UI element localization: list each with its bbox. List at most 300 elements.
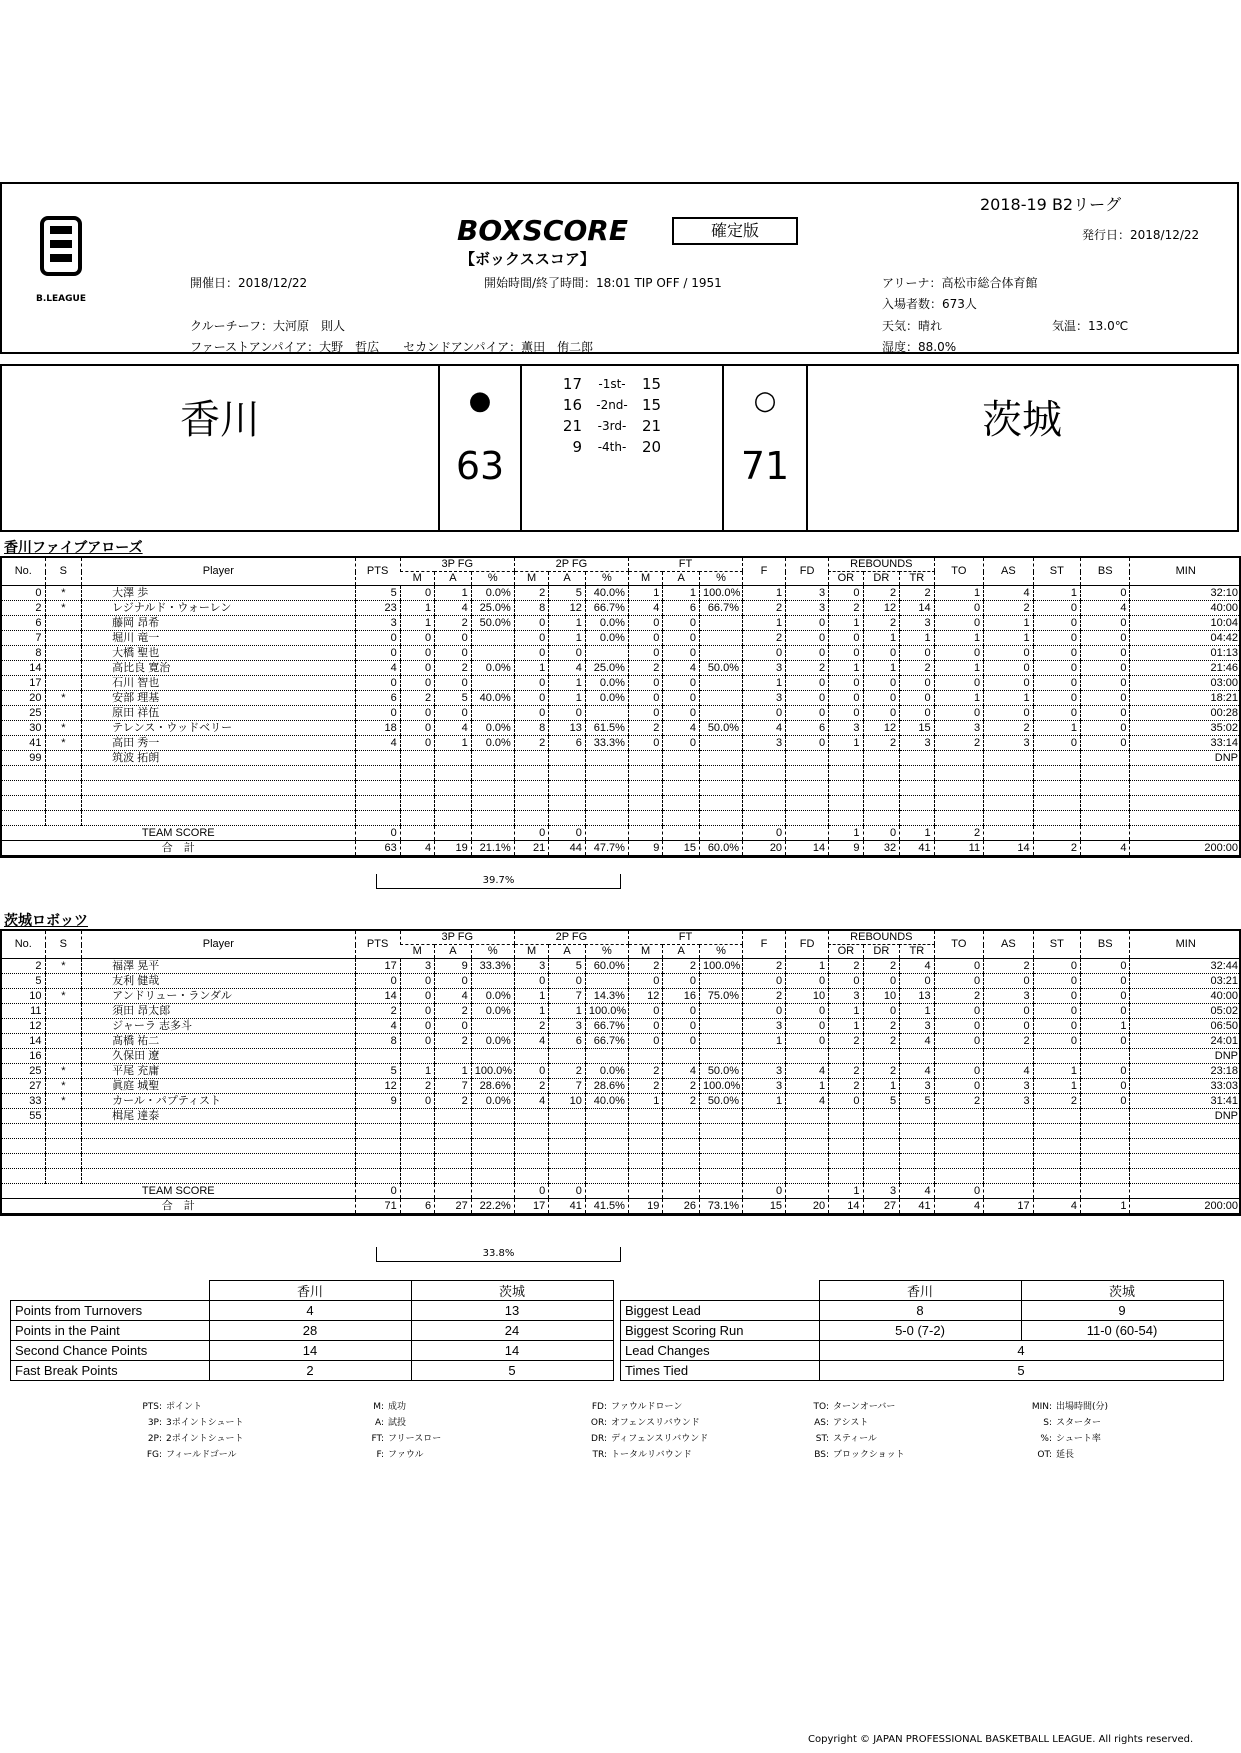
cell: 03:21 (1130, 974, 1241, 989)
cell (82, 1124, 355, 1139)
cell: 2 (628, 661, 662, 676)
cell (471, 1154, 514, 1169)
cell: 0 (934, 706, 984, 721)
cell (1033, 766, 1080, 781)
cell: 0.0% (471, 1034, 514, 1049)
summary-value: 24 (411, 1321, 613, 1341)
cell (934, 1124, 984, 1139)
summary-value: 4 (209, 1301, 411, 1321)
cell (400, 1154, 434, 1169)
cell (2, 1154, 45, 1169)
summary-value: 2 (209, 1361, 411, 1381)
cell: 0.0% (471, 1094, 514, 1109)
col-as: AS (984, 931, 1034, 959)
cell: 福澤 晃平 (82, 959, 355, 974)
cell (1080, 1154, 1130, 1169)
cell: 2 (628, 959, 662, 974)
cell: 1 (400, 616, 434, 631)
cell: 0 (984, 646, 1034, 661)
cell: 17 (2, 676, 45, 691)
table-row (2, 781, 1241, 796)
cell: DNP (1130, 1109, 1241, 1124)
cell: 31:41 (1130, 1094, 1241, 1109)
cell: * (45, 1079, 82, 1094)
cell: 1 (900, 1004, 934, 1019)
summary-value: 4 (819, 1341, 1223, 1361)
cell (549, 1124, 586, 1139)
cell (699, 811, 742, 826)
cell (900, 1139, 934, 1154)
col-player: Player (82, 558, 355, 586)
table-row (2, 1154, 1241, 1169)
cell: 2 (743, 959, 786, 974)
cell: 0 (355, 826, 400, 841)
cell: 3 (984, 1094, 1034, 1109)
cell: 1 (829, 661, 863, 676)
cell (1080, 826, 1130, 841)
cell: 0 (514, 1184, 548, 1199)
legend-desc: トータルリバウンド (611, 1450, 692, 1460)
cell (786, 1154, 829, 1169)
cell: 4 (435, 721, 472, 736)
cell: 0 (400, 974, 434, 989)
cell (663, 781, 700, 796)
cell: 1 (549, 676, 586, 691)
cell: 2 (984, 1034, 1034, 1049)
col-bs: BS (1080, 931, 1130, 959)
cell: 1 (934, 586, 984, 601)
cell: 3 (355, 616, 400, 631)
table-row (2, 766, 1241, 781)
legend-desc: ターンオーバー (833, 1402, 896, 1412)
cell: 0 (663, 736, 700, 751)
cell: 0 (829, 676, 863, 691)
cell (1130, 1124, 1241, 1139)
cell (1080, 796, 1130, 811)
table-row (2, 751, 1241, 766)
cell: 0 (984, 1004, 1034, 1019)
cell: 0 (743, 706, 786, 721)
cell: 41.5% (585, 1199, 628, 1214)
cell (514, 751, 548, 766)
cell: 33:14 (1130, 736, 1241, 751)
cell: 7 (549, 989, 586, 1004)
summary-label: Fast Break Points (11, 1361, 210, 1381)
cell: 0 (1033, 974, 1080, 989)
cell: 2 (2, 601, 45, 616)
legend-abbr: ST: (815, 1434, 829, 1444)
cell: 0.0% (471, 736, 514, 751)
cell: 1 (663, 586, 700, 601)
cell: 66.7% (699, 601, 742, 616)
cell (435, 1139, 472, 1154)
cell: 1 (829, 826, 863, 841)
cell: 2 (900, 661, 934, 676)
legend-desc: 出場時間(分) (1056, 1402, 1109, 1412)
cell: 13 (900, 989, 934, 1004)
cell (1033, 751, 1080, 766)
cell: 0 (400, 661, 434, 676)
cell: 0 (514, 646, 548, 661)
cell: 2 (863, 1019, 900, 1034)
cell (82, 796, 355, 811)
cell: 14.3% (585, 989, 628, 1004)
cell: 5 (355, 586, 400, 601)
cell: 73.1% (699, 1199, 742, 1214)
cell (82, 781, 355, 796)
cell: 20 (2, 691, 45, 706)
cell (900, 1169, 934, 1184)
cell: 0 (355, 1184, 400, 1199)
cell: 3 (514, 959, 548, 974)
cell (585, 1109, 628, 1124)
cell (1033, 1169, 1080, 1184)
cell: 47.7% (585, 841, 628, 856)
cell: 0 (355, 646, 400, 661)
cell: 4 (355, 661, 400, 676)
cell: 0 (829, 1094, 863, 1109)
quarter-label: -4th- (597, 440, 627, 454)
cell: 4 (435, 601, 472, 616)
cell (1080, 1184, 1130, 1199)
cell: 2 (663, 959, 700, 974)
summary-header (11, 1281, 614, 1301)
summary-row (621, 1321, 1224, 1341)
header-box (0, 182, 1239, 354)
cell: 2 (628, 721, 662, 736)
cell (549, 1109, 586, 1124)
cell: 2 (829, 959, 863, 974)
cell (663, 1109, 700, 1124)
cell: 須田 昂太郎 (82, 1004, 355, 1019)
cell: 0 (786, 1004, 829, 1019)
cell (355, 1109, 400, 1124)
cell: 0 (663, 691, 700, 706)
cell (786, 811, 829, 826)
cell: 3 (743, 1019, 786, 1034)
cell (934, 766, 984, 781)
cell: 5 (549, 959, 586, 974)
cell (45, 1154, 82, 1169)
cell (829, 766, 863, 781)
legend-column (797, 1399, 905, 1463)
summary-value: 5-0 (7-2) (819, 1321, 1021, 1341)
cell (82, 1139, 355, 1154)
legend-item (797, 1447, 905, 1463)
table-row (2, 646, 1241, 661)
legend-item (797, 1415, 905, 1431)
cell: 9 (435, 959, 472, 974)
col-to: TO (934, 558, 984, 586)
cell: 0 (786, 1019, 829, 1034)
cell (45, 676, 82, 691)
cell: 1 (829, 616, 863, 631)
cell (45, 631, 82, 646)
cell (829, 1154, 863, 1169)
cell: 23:18 (1130, 1064, 1241, 1079)
cell: 0 (549, 974, 586, 989)
cell: 33.3% (471, 959, 514, 974)
cell: 1 (743, 676, 786, 691)
cell (663, 766, 700, 781)
cell (984, 1154, 1034, 1169)
legend-item (575, 1399, 708, 1415)
cell (1033, 1049, 1080, 1064)
cell (585, 1184, 628, 1199)
cell: * (45, 1064, 82, 1079)
cell: 14 (900, 601, 934, 616)
cell: 30 (2, 721, 45, 736)
cell: 1 (514, 661, 548, 676)
cell: 71 (355, 1199, 400, 1214)
team-score-label: TEAM SCORE (2, 826, 355, 841)
cell (663, 826, 700, 841)
cell: 3 (900, 736, 934, 751)
summary-header (621, 1281, 1224, 1301)
cell (699, 1004, 742, 1019)
cell (585, 766, 628, 781)
totals-row (2, 841, 1241, 856)
cell (829, 811, 863, 826)
cell (863, 1139, 900, 1154)
cell (984, 1049, 1034, 1064)
col-f: F (743, 931, 786, 959)
cell: 0 (663, 646, 700, 661)
cell: 21:46 (1130, 661, 1241, 676)
cell: 1 (786, 1079, 829, 1094)
cell: 0 (1033, 631, 1080, 646)
cell: 16 (663, 989, 700, 1004)
cell: 2 (829, 601, 863, 616)
table-row (2, 586, 1241, 601)
cell (585, 1124, 628, 1139)
cell: 1 (984, 616, 1034, 631)
subcol-%: % (471, 572, 514, 586)
cell (1033, 796, 1080, 811)
cell: 0 (1033, 676, 1080, 691)
summary-value: 13 (411, 1301, 613, 1321)
cell (471, 811, 514, 826)
cell: 0 (435, 974, 472, 989)
cell: 0 (400, 1004, 434, 1019)
legend-desc: フリースロー (388, 1434, 442, 1444)
cell: 24:01 (1130, 1034, 1241, 1049)
summary-value: 8 (819, 1301, 1021, 1321)
cell: 1 (743, 616, 786, 631)
cell (471, 781, 514, 796)
cell: 髙橋 祐二 (82, 1034, 355, 1049)
cell: 12 (863, 601, 900, 616)
cell: 5 (900, 1094, 934, 1109)
cell (934, 1049, 984, 1064)
cell (863, 1124, 900, 1139)
cell: 4 (355, 1019, 400, 1034)
umpires: ファーストアンパイア：大野 哲広 セカンドアンパイア：薫田 侑二郎 (190, 340, 594, 354)
legend-desc: ディフェンスリバウンド (611, 1434, 709, 1444)
home-team-panel (2, 366, 440, 530)
cell (699, 1139, 742, 1154)
cell: 66.7% (585, 1019, 628, 1034)
cell (863, 1154, 900, 1169)
cell (1130, 781, 1241, 796)
cell (628, 751, 662, 766)
cell: 高比良 寛治 (82, 661, 355, 676)
cell: 平尾 充庸 (82, 1064, 355, 1079)
cell: 4 (1080, 841, 1130, 856)
cell: 0 (663, 676, 700, 691)
cell: 2 (863, 586, 900, 601)
cell: 1 (934, 631, 984, 646)
cell: 0 (1080, 959, 1130, 974)
cell (863, 811, 900, 826)
legend-item (1020, 1415, 1108, 1431)
table-row (2, 631, 1241, 646)
cell (355, 796, 400, 811)
cell (863, 781, 900, 796)
cell (934, 796, 984, 811)
cell: 100.0% (699, 959, 742, 974)
cell (1080, 766, 1130, 781)
subcol-%: % (699, 572, 742, 586)
table-row (2, 811, 1241, 826)
cell: * (45, 601, 82, 616)
cell (400, 1169, 434, 1184)
col-bs: BS (1080, 558, 1130, 586)
page-title: BOXSCORE (457, 214, 628, 247)
cell: 0 (1080, 974, 1130, 989)
cell (400, 1139, 434, 1154)
cell: 4 (400, 841, 434, 856)
cell (934, 1154, 984, 1169)
cell: 11 (2, 1004, 45, 1019)
team1-fg-pct: 39.7% (376, 874, 621, 889)
cell: 0 (900, 706, 934, 721)
cell (355, 766, 400, 781)
cell (934, 1169, 984, 1184)
cell (699, 676, 742, 691)
cell: 32:10 (1130, 586, 1241, 601)
cell: 9 (628, 841, 662, 856)
cell: 2 (514, 1079, 548, 1094)
cell: 0 (786, 691, 829, 706)
cell: 大橋 聖也 (82, 646, 355, 661)
cell (585, 1049, 628, 1064)
cell: 2 (743, 989, 786, 1004)
cell (1080, 751, 1130, 766)
cell: 17 (514, 1199, 548, 1214)
team-score-row (2, 826, 1241, 841)
cell (699, 1019, 742, 1034)
cell (471, 796, 514, 811)
cell: 20 (743, 841, 786, 856)
cell: 63 (355, 841, 400, 856)
cell (45, 781, 82, 796)
summary-value: 9 (1021, 1301, 1223, 1321)
cell: 5 (435, 691, 472, 706)
cell: 0 (1080, 661, 1130, 676)
summary-row (11, 1361, 614, 1381)
legend-desc: 3ポイントシュート (166, 1418, 244, 1428)
subcol-A: A (435, 945, 472, 959)
cell: 1 (514, 1004, 548, 1019)
cell (2, 781, 45, 796)
cell (355, 1139, 400, 1154)
cell: 2 (628, 1079, 662, 1094)
cell: 0 (1080, 631, 1130, 646)
cell (663, 1169, 700, 1184)
cell: 0 (628, 676, 662, 691)
cell (984, 781, 1034, 796)
cell: 5 (355, 1064, 400, 1079)
cell (699, 826, 742, 841)
cell: 10 (549, 1094, 586, 1109)
cell (786, 781, 829, 796)
cell: 0 (549, 646, 586, 661)
cell: 0 (628, 1034, 662, 1049)
cell (471, 974, 514, 989)
cell: 0 (829, 646, 863, 661)
cell: 0 (786, 736, 829, 751)
temperature: 気温：13.0℃ (1052, 319, 1129, 333)
cell (355, 781, 400, 796)
cell (743, 1139, 786, 1154)
cell: 8 (2, 646, 45, 661)
team-score-row (2, 1184, 1241, 1199)
summary-row (621, 1361, 1224, 1381)
legend-abbr: %: (1040, 1434, 1052, 1444)
quarter-label: -2nd- (596, 398, 628, 412)
legend-desc: 試投 (388, 1418, 407, 1428)
cell: 25.0% (585, 661, 628, 676)
summary-label: Lead Changes (621, 1341, 820, 1361)
cell (699, 706, 742, 721)
cell: テレンス・ウッドベリー (82, 721, 355, 736)
summary-value: 11-0 (60-54) (1021, 1321, 1223, 1341)
cell: 2 (549, 1064, 586, 1079)
home-score-panel (440, 366, 522, 530)
cell: 0 (514, 631, 548, 646)
cell: 6 (549, 1034, 586, 1049)
legend-abbr: S: (1043, 1418, 1052, 1428)
cell: 0 (786, 706, 829, 721)
cell: 0 (1033, 616, 1080, 631)
logo-text: B.LEAGUE (36, 294, 86, 304)
cell: DNP (1130, 1049, 1241, 1064)
cell: 1 (435, 586, 472, 601)
cell: 0 (984, 706, 1034, 721)
arena: アリーナ：高松市総合体育館 (882, 276, 1038, 290)
cell: 4 (663, 661, 700, 676)
cell: 0 (355, 631, 400, 646)
table-row (2, 706, 1241, 721)
cell: 4 (900, 1034, 934, 1049)
away-score: 71 (740, 444, 790, 488)
cell: 00:28 (1130, 706, 1241, 721)
cell (435, 766, 472, 781)
table-row (2, 661, 1241, 676)
cell: * (45, 691, 82, 706)
cell (900, 1124, 934, 1139)
cell (45, 1124, 82, 1139)
home-score: 63 (455, 444, 505, 488)
cell (1130, 826, 1241, 841)
cell (435, 826, 472, 841)
cell (585, 796, 628, 811)
home-team-name: 香川 (180, 397, 260, 443)
cell: 1 (549, 631, 586, 646)
cell: 0 (400, 736, 434, 751)
cell (743, 781, 786, 796)
